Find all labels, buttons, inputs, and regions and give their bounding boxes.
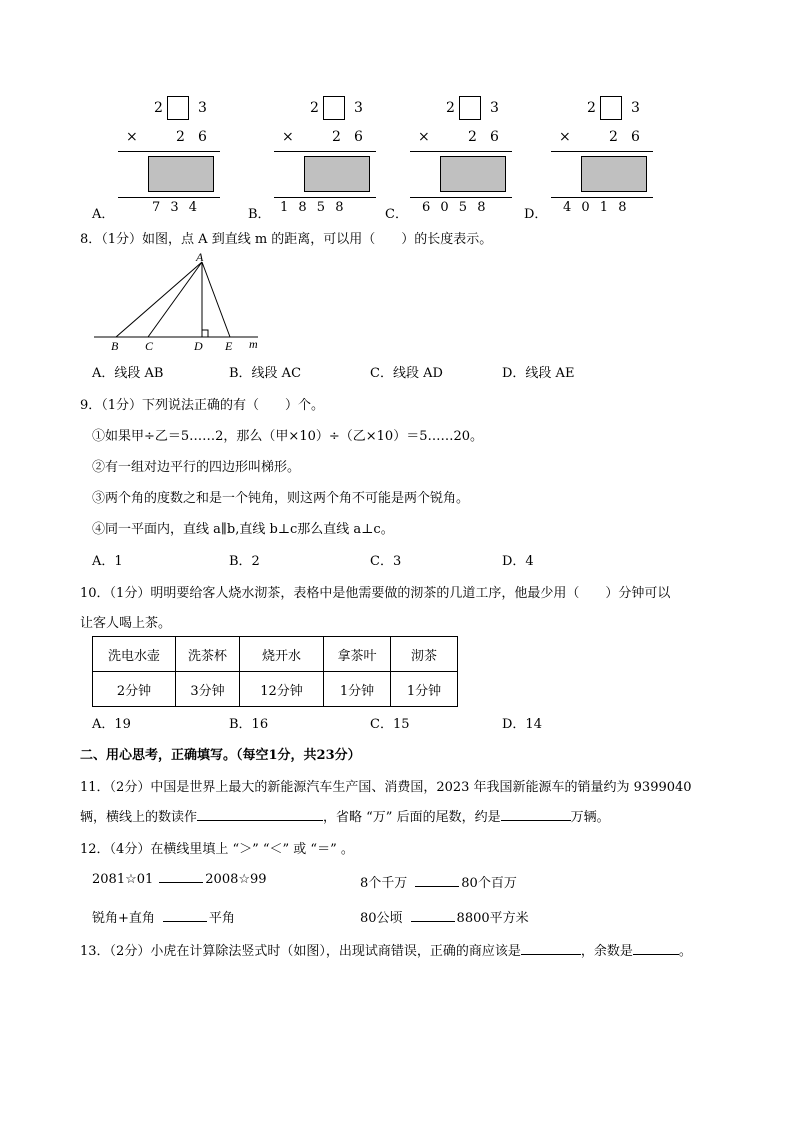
times-sign: × bbox=[282, 129, 294, 145]
q9-stem: 9．（1分）下列说法正确的有（ ）个。 bbox=[80, 398, 325, 413]
times-sign: × bbox=[418, 129, 430, 145]
compare-right: 80个百万 bbox=[461, 876, 517, 891]
point-e-label: E bbox=[225, 339, 233, 353]
q9-statement-2: ②有一组对边平行的四边形叫梯形。 bbox=[92, 460, 301, 475]
compare-right: 平角 bbox=[208, 911, 235, 926]
q7-figure-a bbox=[118, 94, 228, 214]
q13-text bbox=[80, 940, 692, 959]
digit: 6 bbox=[198, 129, 207, 145]
hidden-product bbox=[148, 156, 214, 192]
q13-text-c: 。 bbox=[678, 944, 692, 959]
digit: 3 bbox=[490, 100, 499, 116]
compare-blank[interactable] bbox=[159, 882, 203, 883]
q12-item-1 bbox=[92, 872, 267, 887]
times-sign: × bbox=[559, 129, 571, 145]
compare-left: 锐角+直角 bbox=[92, 911, 155, 926]
q13-text-a: 13．（2分）小虎在计算除法竖式时（如图），出现试商错误，正确的商应该是 bbox=[80, 944, 521, 959]
option-a-label[interactable]: A． bbox=[92, 207, 115, 222]
q12-item-3 bbox=[92, 907, 235, 926]
rule bbox=[551, 197, 653, 198]
blank-box bbox=[167, 96, 189, 120]
table-row bbox=[93, 672, 458, 707]
q8-geometry-figure bbox=[90, 250, 270, 355]
rule bbox=[118, 197, 220, 198]
table-cell: 拿茶叶 bbox=[324, 637, 391, 672]
digit: 2 bbox=[332, 129, 341, 145]
digit: 2 bbox=[587, 100, 596, 116]
compare-right: 8800平方米 bbox=[456, 911, 529, 926]
rule bbox=[551, 151, 653, 152]
q9-option-d[interactable]: D．4 bbox=[502, 554, 534, 569]
tea-steps-table bbox=[92, 636, 458, 707]
q8-option-b[interactable]: B．线段 AC bbox=[229, 366, 302, 381]
compare-blank[interactable] bbox=[415, 886, 459, 887]
q11-blank-reading[interactable] bbox=[197, 820, 323, 821]
q9-statement-1: ①如果甲÷乙＝5……2，那么（甲×10）÷（乙×10）＝5……20。 bbox=[92, 429, 484, 444]
digit: 2 bbox=[446, 100, 455, 116]
digit: 2 bbox=[154, 100, 163, 116]
q7-figure-c bbox=[410, 94, 520, 214]
table-cell: 12分钟 bbox=[240, 672, 324, 707]
digit: 2 bbox=[176, 129, 185, 145]
q12-item-4 bbox=[360, 907, 529, 926]
rule bbox=[410, 151, 512, 152]
point-b-label: B bbox=[111, 339, 119, 353]
table-cell: 1分钟 bbox=[324, 672, 391, 707]
q7-figure-b bbox=[274, 94, 384, 214]
digit: 6 bbox=[490, 129, 499, 145]
digit: 6 bbox=[354, 129, 363, 145]
table-cell: 洗电水壶 bbox=[93, 637, 176, 672]
option-b-result: 1 8 5 8 bbox=[280, 200, 347, 215]
option-c-result: 6 0 5 8 bbox=[422, 200, 489, 215]
digit: 6 bbox=[631, 129, 640, 145]
q10-option-c[interactable]: C．15 bbox=[370, 717, 410, 732]
q9-statement-4: ④同一平面内，直线 a∥b,直线 b⊥c那么直线 a⊥c。 bbox=[92, 522, 394, 537]
table-cell: 烧开水 bbox=[240, 637, 324, 672]
q9-statement-3: ③两个角的度数之和是一个钝角，则这两个角不可能是两个锐角。 bbox=[92, 491, 470, 506]
digit: 2 bbox=[310, 100, 319, 116]
q8-stem: 8．（1分）如图，点 A 到直线 m 的距离，可以用（ ）的长度表示。 bbox=[80, 232, 493, 247]
q11-text-c: 万辆。 bbox=[570, 810, 610, 825]
digit: 2 bbox=[468, 129, 477, 145]
times-sign: × bbox=[126, 129, 138, 145]
q8-option-c[interactable]: C．线段 AD bbox=[370, 366, 443, 381]
hidden-product bbox=[440, 156, 506, 192]
section-2-title: 二、用心思考，正确填写。（每空1分，共23分） bbox=[80, 748, 361, 763]
compare-blank[interactable] bbox=[411, 921, 455, 922]
q11-text-b: ，省略 “万” 后面的尾数，约是 bbox=[323, 810, 501, 825]
compare-right: 2008☆99 bbox=[205, 872, 267, 887]
q8-option-a[interactable]: A．线段 AB bbox=[92, 366, 164, 381]
compare-left: 80公顷 bbox=[360, 911, 403, 926]
table-cell: 2分钟 bbox=[93, 672, 176, 707]
point-d-label: D bbox=[194, 339, 203, 353]
option-d-result: 4 0 1 8 bbox=[563, 200, 630, 215]
rule bbox=[274, 197, 376, 198]
blank-box bbox=[600, 96, 622, 120]
q10-option-b[interactable]: B．16 bbox=[229, 717, 269, 732]
q10-option-a[interactable]: A．19 bbox=[92, 717, 131, 732]
point-a-label: A bbox=[196, 250, 204, 264]
option-b-label[interactable]: B． bbox=[248, 207, 271, 222]
q8-option-d[interactable]: D．线段 AE bbox=[502, 366, 575, 381]
rule bbox=[410, 197, 512, 198]
q13-blank-quotient[interactable] bbox=[521, 954, 581, 955]
hidden-product bbox=[304, 156, 370, 192]
q11-text-a: 辆，横线上的数读作 bbox=[80, 810, 198, 825]
rule bbox=[274, 151, 376, 152]
q11-line2 bbox=[80, 806, 610, 825]
q11-line1: 11．（2分）中国是世界上最大的新能源汽车生产国、消费国，2023 年我国新能源车的销量约为 9399040 bbox=[80, 780, 692, 795]
q13-blank-remainder[interactable] bbox=[633, 954, 679, 955]
q12-item-2 bbox=[360, 872, 517, 891]
table-cell: 1分钟 bbox=[391, 672, 458, 707]
q9-option-a[interactable]: A．1 bbox=[92, 554, 123, 569]
rule bbox=[118, 151, 220, 152]
blank-box bbox=[459, 96, 481, 120]
compare-left: 8个千万 bbox=[360, 876, 408, 891]
q10-stem-line1: 10．（1分）明明要给客人烧水沏茶，表格中是他需要做的沏茶的几道工序，他最少用（ ）分钟可以 bbox=[80, 586, 671, 601]
blank-box bbox=[323, 96, 345, 120]
option-c-label[interactable]: C． bbox=[385, 207, 408, 222]
table-header-row bbox=[93, 637, 458, 672]
digit: 3 bbox=[631, 100, 640, 116]
table-cell: 洗茶杯 bbox=[176, 637, 240, 672]
point-c-label: C bbox=[145, 339, 154, 353]
q10-stem-line2: 让客人喝上茶。 bbox=[80, 616, 172, 631]
digit: 3 bbox=[198, 100, 207, 116]
digit: 3 bbox=[354, 100, 363, 116]
option-d-label[interactable]: D． bbox=[524, 207, 548, 222]
compare-left: 2081☆01 bbox=[92, 872, 154, 887]
hidden-product bbox=[581, 156, 647, 192]
table-cell: 3分钟 bbox=[176, 672, 240, 707]
option-a-result: 7 3 4 bbox=[152, 200, 201, 215]
q9-option-c[interactable]: C．3 bbox=[370, 554, 402, 569]
q11-blank-approx[interactable] bbox=[501, 820, 571, 821]
line-m-label: m bbox=[249, 337, 258, 351]
q13-text-b: ，余数是 bbox=[580, 944, 633, 959]
q9-option-b[interactable]: B．2 bbox=[229, 554, 260, 569]
digit: 2 bbox=[609, 129, 618, 145]
q10-option-d[interactable]: D．14 bbox=[502, 717, 542, 732]
compare-blank[interactable] bbox=[163, 921, 207, 922]
table-cell: 沏茶 bbox=[391, 637, 458, 672]
q7-figure-d bbox=[551, 94, 661, 214]
q12-stem: 12．（4分）在横线里填上 “＞” “＜” 或 “＝” 。 bbox=[80, 842, 354, 857]
